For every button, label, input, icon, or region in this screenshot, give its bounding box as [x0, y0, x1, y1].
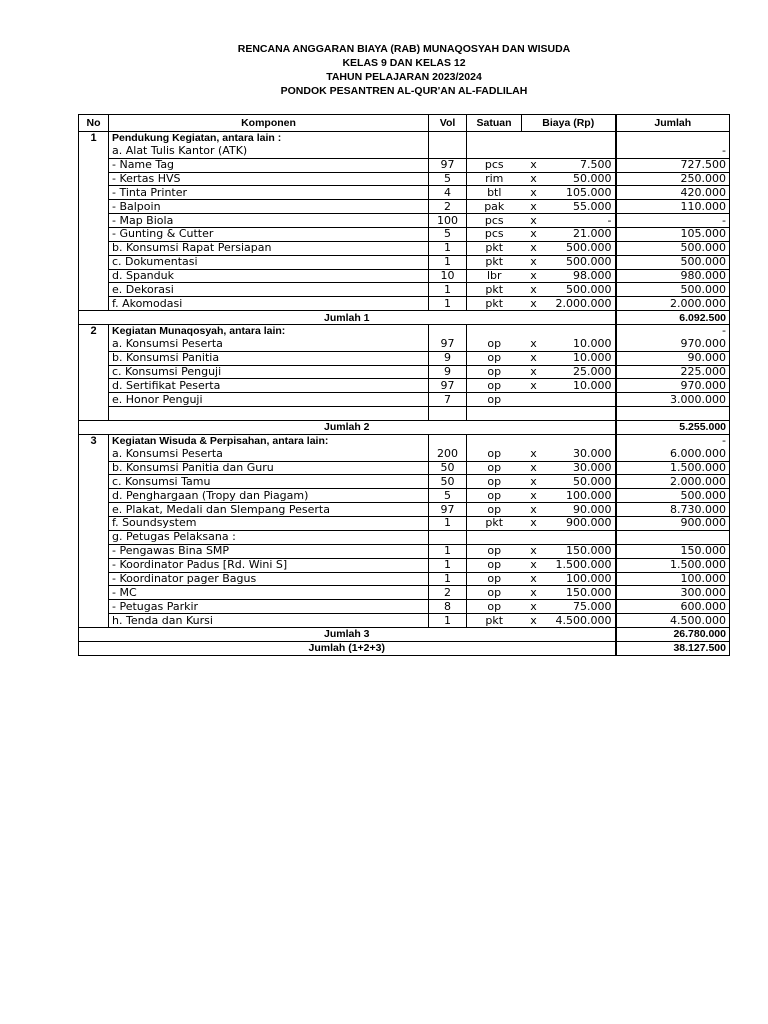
row-jumlah: 225.000 [616, 365, 730, 379]
row-satuan: pcs [467, 158, 522, 172]
row-biaya: 150.000 [546, 544, 616, 558]
row-number [79, 600, 109, 614]
row-number [79, 158, 109, 172]
row-vol: 1 [429, 517, 467, 531]
row-komponen: - MC [109, 586, 429, 600]
row-satuan: lbr [467, 269, 522, 283]
row-jumlah: 1.500.000 [616, 558, 730, 572]
row-multiplier: x [522, 158, 546, 172]
row-number [79, 461, 109, 475]
table-row [79, 283, 730, 297]
row-satuan [467, 145, 522, 158]
row-multiplier: x [522, 255, 546, 269]
row-vol: 5 [429, 489, 467, 503]
row-satuan: op [467, 338, 522, 351]
row-multiplier [522, 530, 546, 544]
row-jumlah: 3.000.000 [616, 393, 730, 407]
section-row [79, 325, 730, 338]
header-jumlah: Jumlah [616, 115, 730, 132]
row-multiplier: x [522, 283, 546, 297]
row-jumlah: 300.000 [616, 586, 730, 600]
row-biaya [546, 132, 616, 145]
row-jumlah: 980.000 [616, 269, 730, 283]
row-biaya [546, 325, 616, 338]
row-biaya: 500.000 [546, 283, 616, 297]
row-multiplier: x [522, 172, 546, 186]
row-jumlah: 970.000 [616, 338, 730, 351]
row-vol [429, 530, 467, 544]
row-number [79, 365, 109, 379]
row-satuan: op [467, 586, 522, 600]
table-row [79, 351, 730, 365]
row-vol [429, 434, 467, 447]
row-satuan [467, 407, 522, 421]
row-jumlah [616, 530, 730, 544]
row-multiplier: x [522, 461, 546, 475]
row-biaya: 21.000 [546, 228, 616, 242]
row-number [79, 544, 109, 558]
subtotal-row [79, 311, 730, 325]
table-row [79, 475, 730, 489]
row-komponen: e. Dekorasi [109, 283, 429, 297]
row-number [79, 241, 109, 255]
row-satuan: op [467, 558, 522, 572]
table-row [79, 158, 730, 172]
row-komponen: d. Spanduk [109, 269, 429, 283]
row-number [79, 379, 109, 393]
row-komponen: b. Konsumsi Panitia [109, 351, 429, 365]
row-jumlah: 900.000 [616, 517, 730, 531]
row-number [79, 214, 109, 228]
table-row [79, 544, 730, 558]
table-row [79, 228, 730, 242]
row-jumlah [616, 407, 730, 421]
header-satuan: Satuan [467, 115, 522, 132]
row-satuan: pak [467, 200, 522, 214]
row-satuan: op [467, 600, 522, 614]
row-number [79, 558, 109, 572]
row-multiplier: x [522, 241, 546, 255]
row-satuan: op [467, 351, 522, 365]
row-komponen: f. Soundsystem [109, 517, 429, 531]
row-vol [429, 325, 467, 338]
section-title: Pendukung Kegiatan, antara lain : [109, 132, 429, 145]
row-satuan: pcs [467, 228, 522, 242]
row-jumlah: 150.000 [616, 544, 730, 558]
row-vol: 1 [429, 283, 467, 297]
row-komponen: - Koordinator pager Bagus [109, 572, 429, 586]
row-multiplier: x [522, 558, 546, 572]
row-vol: 50 [429, 475, 467, 489]
row-multiplier [522, 407, 546, 421]
row-vol: 2 [429, 200, 467, 214]
table-row [79, 379, 730, 393]
row-jumlah: 600.000 [616, 600, 730, 614]
row-number [79, 448, 109, 461]
row-biaya: 500.000 [546, 241, 616, 255]
row-number [79, 489, 109, 503]
row-jumlah: 90.000 [616, 351, 730, 365]
row-multiplier [522, 325, 546, 338]
row-jumlah: 1.500.000 [616, 461, 730, 475]
row-satuan: op [467, 503, 522, 517]
row-jumlah: - [616, 214, 730, 228]
row-jumlah: 105.000 [616, 228, 730, 242]
row-number [79, 255, 109, 269]
subtotal-label: Jumlah 2 [79, 421, 616, 435]
row-number: 2 [79, 325, 109, 338]
row-multiplier: x [522, 489, 546, 503]
row-komponen: - Balpoin [109, 200, 429, 214]
row-satuan: op [467, 489, 522, 503]
row-biaya: 100.000 [546, 489, 616, 503]
table-row [79, 461, 730, 475]
row-multiplier [522, 145, 546, 158]
row-number [79, 351, 109, 365]
row-vol: 1 [429, 241, 467, 255]
row-multiplier: x [522, 503, 546, 517]
row-multiplier: x [522, 475, 546, 489]
row-number: 3 [79, 434, 109, 447]
subtotal-label: Jumlah 3 [79, 627, 616, 641]
row-komponen: e. Plakat, Medali dan Slempang Peserta [109, 503, 429, 517]
budget-table [78, 114, 730, 656]
title-line-2: KELAS 9 DAN KELAS 12 [342, 57, 466, 69]
row-satuan: pkt [467, 283, 522, 297]
row-jumlah: 500.000 [616, 241, 730, 255]
row-multiplier: x [522, 269, 546, 283]
table-row [79, 214, 730, 228]
table-row [79, 393, 730, 407]
row-komponen: b. Konsumsi Panitia dan Guru [109, 461, 429, 475]
table-header-row [79, 115, 730, 132]
row-komponen: c. Konsumsi Tamu [109, 475, 429, 489]
subtotal-row [79, 627, 730, 641]
row-komponen: c. Dokumentasi [109, 255, 429, 269]
row-komponen: - Koordinator Padus [Rd. Wini S] [109, 558, 429, 572]
grand-total-row [79, 641, 730, 655]
row-vol: 97 [429, 503, 467, 517]
row-vol: 97 [429, 338, 467, 351]
row-biaya [546, 530, 616, 544]
row-vol: 1 [429, 572, 467, 586]
row-multiplier: x [522, 586, 546, 600]
row-satuan: op [467, 393, 522, 407]
row-jumlah: 250.000 [616, 172, 730, 186]
section-row [79, 434, 730, 447]
row-komponen: c. Konsumsi Penguji [109, 365, 429, 379]
row-satuan: pkt [467, 297, 522, 311]
row-number [79, 393, 109, 407]
row-komponen: - Pengawas Bina SMP [109, 544, 429, 558]
table-row [79, 503, 730, 517]
row-vol: 1 [429, 544, 467, 558]
header-no: No [79, 115, 109, 132]
row-biaya: 900.000 [546, 517, 616, 531]
row-biaya: 150.000 [546, 586, 616, 600]
row-number [79, 186, 109, 200]
row-multiplier: x [522, 365, 546, 379]
table-row [79, 448, 730, 461]
document-title [0, 42, 768, 98]
row-number [79, 145, 109, 158]
table-row [79, 558, 730, 572]
row-vol: 9 [429, 365, 467, 379]
table-row [79, 297, 730, 311]
row-biaya: 55.000 [546, 200, 616, 214]
row-komponen: h. Tenda dan Kursi [109, 614, 429, 628]
row-vol: 5 [429, 228, 467, 242]
table-row [79, 572, 730, 586]
row-komponen: - Name Tag [109, 158, 429, 172]
table-row [79, 186, 730, 200]
row-number [79, 407, 109, 421]
row-biaya [546, 145, 616, 158]
row-komponen: - Gunting & Cutter [109, 228, 429, 242]
row-number [79, 269, 109, 283]
row-biaya: 50.000 [546, 172, 616, 186]
row-jumlah: 727.500 [616, 158, 730, 172]
grand-total-value: 38.127.500 [616, 641, 730, 655]
header-biaya: Biaya (Rp) [522, 115, 616, 132]
row-number [79, 228, 109, 242]
row-biaya: 90.000 [546, 503, 616, 517]
row-vol: 5 [429, 172, 467, 186]
row-biaya: 10.000 [546, 379, 616, 393]
row-vol: 1 [429, 614, 467, 628]
row-jumlah: 500.000 [616, 283, 730, 297]
row-biaya: 105.000 [546, 186, 616, 200]
row-vol: 4 [429, 186, 467, 200]
row-number [79, 614, 109, 628]
row-vol [429, 132, 467, 145]
row-biaya [546, 407, 616, 421]
row-multiplier: x [522, 572, 546, 586]
row-komponen [109, 407, 429, 421]
row-multiplier: x [522, 517, 546, 531]
subtotal-value: 6.092.500 [616, 311, 730, 325]
row-number [79, 517, 109, 531]
row-satuan: btl [467, 186, 522, 200]
row-multiplier: x [522, 448, 546, 461]
title-line-1: RENCANA ANGGARAN BIAYA (RAB) MUNAQOSYAH DAN WISUDA [237, 43, 571, 55]
row-vol [429, 145, 467, 158]
row-satuan: op [467, 379, 522, 393]
section-title: Kegiatan Munaqosyah, antara lain: [109, 325, 429, 338]
row-satuan: pkt [467, 255, 522, 269]
row-multiplier: x [522, 297, 546, 311]
row-multiplier: x [522, 228, 546, 242]
row-multiplier: x [522, 614, 546, 628]
row-satuan [467, 325, 522, 338]
row-multiplier [522, 393, 546, 407]
table-row [79, 200, 730, 214]
row-vol [429, 407, 467, 421]
row-satuan: pkt [467, 614, 522, 628]
row-jumlah: - [616, 145, 730, 158]
row-biaya: 500.000 [546, 255, 616, 269]
table-row [79, 145, 730, 158]
row-biaya: 10.000 [546, 351, 616, 365]
row-satuan: pcs [467, 214, 522, 228]
title-line-3: TAHUN PELAJARAN 2023/2024 [326, 71, 482, 83]
row-biaya: 30.000 [546, 448, 616, 461]
row-number [79, 297, 109, 311]
row-satuan: op [467, 365, 522, 379]
row-biaya: 4.500.000 [546, 614, 616, 628]
row-biaya: 7.500 [546, 158, 616, 172]
row-number [79, 338, 109, 351]
row-number [79, 475, 109, 489]
row-satuan: op [467, 572, 522, 586]
row-jumlah: 110.000 [616, 200, 730, 214]
row-biaya: 75.000 [546, 600, 616, 614]
row-vol: 8 [429, 600, 467, 614]
row-satuan: pkt [467, 517, 522, 531]
row-komponen: - Tinta Printer [109, 186, 429, 200]
table-row [79, 407, 730, 421]
row-komponen: f. Akomodasi [109, 297, 429, 311]
row-satuan: pkt [467, 241, 522, 255]
row-jumlah: 420.000 [616, 186, 730, 200]
row-multiplier [522, 132, 546, 145]
row-number [79, 572, 109, 586]
row-satuan: op [467, 448, 522, 461]
row-jumlah [616, 132, 730, 145]
table-row [79, 255, 730, 269]
row-komponen: a. Konsumsi Peserta [109, 338, 429, 351]
row-vol: 97 [429, 158, 467, 172]
row-biaya: 2.000.000 [546, 297, 616, 311]
row-jumlah: 8.730.000 [616, 503, 730, 517]
row-vol: 2 [429, 586, 467, 600]
row-multiplier: x [522, 600, 546, 614]
header-vol: Vol [429, 115, 467, 132]
row-vol: 97 [429, 379, 467, 393]
row-jumlah: 500.000 [616, 489, 730, 503]
row-biaya: - [546, 214, 616, 228]
table-row [79, 489, 730, 503]
table-row [79, 338, 730, 351]
table-row [79, 269, 730, 283]
row-number [79, 283, 109, 297]
row-vol: 7 [429, 393, 467, 407]
row-jumlah: - [616, 325, 730, 338]
table-row [79, 586, 730, 600]
subtotal-value: 5.255.000 [616, 421, 730, 435]
row-jumlah: 4.500.000 [616, 614, 730, 628]
header-komponen: Komponen [109, 115, 429, 132]
title-line-4: PONDOK PESANTREN AL-QUR'AN AL-FADLILAH [280, 85, 528, 97]
row-vol: 200 [429, 448, 467, 461]
row-biaya: 10.000 [546, 338, 616, 351]
row-satuan: op [467, 461, 522, 475]
row-biaya [546, 434, 616, 447]
row-komponen: - Kertas HVS [109, 172, 429, 186]
row-komponen: d. Penghargaan (Tropy dan Piagam) [109, 489, 429, 503]
row-biaya: 1.500.000 [546, 558, 616, 572]
row-satuan [467, 132, 522, 145]
row-multiplier [522, 434, 546, 447]
row-biaya: 30.000 [546, 461, 616, 475]
row-jumlah: 100.000 [616, 572, 730, 586]
row-komponen: d. Sertifikat Peserta [109, 379, 429, 393]
row-number [79, 530, 109, 544]
row-komponen: - Petugas Parkir [109, 600, 429, 614]
row-biaya: 100.000 [546, 572, 616, 586]
row-komponen: a. Konsumsi Peserta [109, 448, 429, 461]
row-number [79, 586, 109, 600]
row-komponen: - Map Biola [109, 214, 429, 228]
row-komponen: a. Alat Tulis Kantor (ATK) [109, 145, 429, 158]
row-vol: 50 [429, 461, 467, 475]
row-vol: 9 [429, 351, 467, 365]
grand-total-label: Jumlah (1+2+3) [79, 641, 616, 655]
row-komponen: b. Konsumsi Rapat Persiapan [109, 241, 429, 255]
row-jumlah: 970.000 [616, 379, 730, 393]
row-multiplier: x [522, 186, 546, 200]
row-biaya: 25.000 [546, 365, 616, 379]
row-jumlah: 2.000.000 [616, 297, 730, 311]
table-row [79, 172, 730, 186]
subtotal-label: Jumlah 1 [79, 311, 616, 325]
budget-table-body [79, 115, 730, 656]
row-vol: 1 [429, 558, 467, 572]
row-vol: 1 [429, 297, 467, 311]
row-jumlah: 500.000 [616, 255, 730, 269]
row-number [79, 200, 109, 214]
subtotal-value: 26.780.000 [616, 627, 730, 641]
row-biaya [546, 393, 616, 407]
subtotal-row [79, 421, 730, 435]
table-row [79, 241, 730, 255]
row-biaya: 50.000 [546, 475, 616, 489]
row-number: 1 [79, 132, 109, 145]
section-row [79, 132, 730, 145]
row-multiplier: x [522, 544, 546, 558]
table-row [79, 517, 730, 531]
row-komponen: e. Honor Penguji [109, 393, 429, 407]
row-jumlah: - [616, 434, 730, 447]
row-biaya: 98.000 [546, 269, 616, 283]
table-row [79, 614, 730, 628]
row-jumlah: 6.000.000 [616, 448, 730, 461]
row-number [79, 503, 109, 517]
row-multiplier: x [522, 200, 546, 214]
row-satuan [467, 434, 522, 447]
row-multiplier: x [522, 338, 546, 351]
row-number [79, 172, 109, 186]
row-vol: 1 [429, 255, 467, 269]
table-row [79, 530, 730, 544]
row-multiplier: x [522, 351, 546, 365]
row-multiplier: x [522, 379, 546, 393]
row-vol: 10 [429, 269, 467, 283]
row-jumlah: 2.000.000 [616, 475, 730, 489]
row-komponen: g. Petugas Pelaksana : [109, 530, 429, 544]
table-row [79, 600, 730, 614]
row-satuan: op [467, 475, 522, 489]
section-title: Kegiatan Wisuda & Perpisahan, antara lain: [109, 434, 429, 447]
table-row [79, 365, 730, 379]
row-satuan: op [467, 544, 522, 558]
row-satuan: rim [467, 172, 522, 186]
row-vol: 100 [429, 214, 467, 228]
row-satuan [467, 530, 522, 544]
row-multiplier: x [522, 214, 546, 228]
